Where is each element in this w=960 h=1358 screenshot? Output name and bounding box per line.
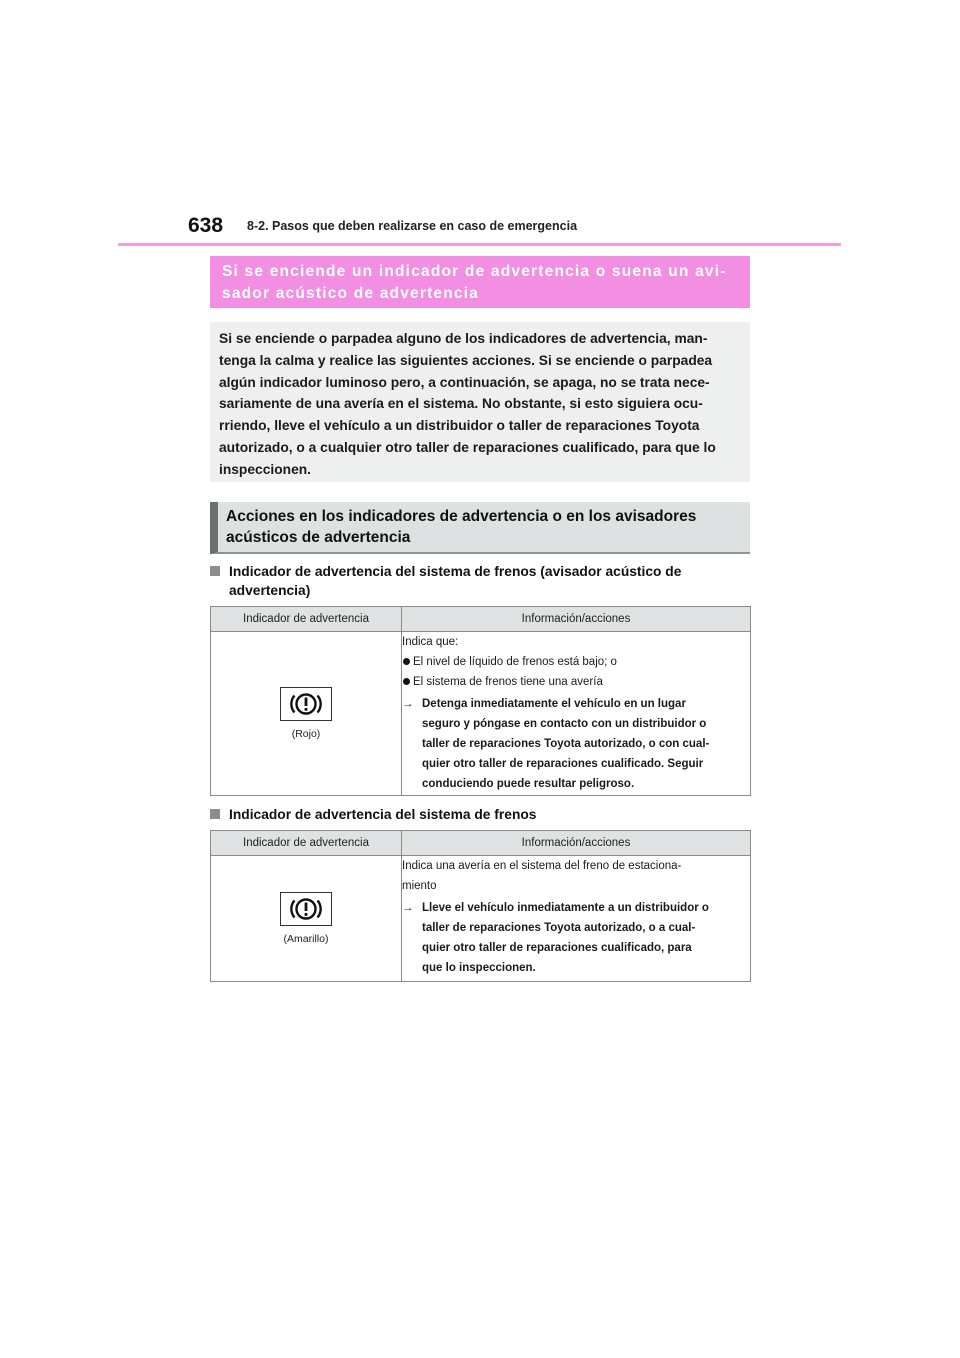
action-line: conduciendo puede resultar peligroso.: [422, 778, 635, 790]
action-line: taller de reparaciones Toyota autorizado, o a cual-: [422, 922, 696, 934]
action-line: Lleve el vehículo inmediatamente a un distribuidor o: [422, 902, 709, 914]
action-text: [402, 898, 750, 978]
indicator-cell: [211, 856, 402, 982]
intro-line: algún indicador luminoso pero, a continuación, se apaga, no se trata nece-: [219, 374, 710, 390]
actions-banner-line: acústicos de advertencia: [226, 529, 411, 546]
action-line: seguro y póngase en contacto con un distribuidor o: [422, 718, 707, 730]
arrow-right-icon: →: [402, 698, 414, 710]
info-intro: miento: [402, 880, 437, 892]
section1-heading: [210, 562, 740, 600]
action-line: que lo inspeccionen.: [422, 962, 536, 974]
brake-warning-icon: [280, 687, 332, 721]
action-line: quier otro taller de reparaciones cualificado. Seguir: [422, 758, 704, 770]
info-cell: [402, 856, 751, 982]
info-intro: Indica una avería en el sistema del freno de estaciona-: [402, 860, 682, 872]
info-cell: [402, 632, 751, 796]
intro-line: Si se enciende o parpadea alguno de los indicadores de advertencia, man-: [219, 331, 708, 346]
info-intro: Indica que:: [402, 636, 459, 648]
topic-banner-line: Si se enciende un indicador de advertencia o suena un avi-: [222, 263, 727, 280]
section2-heading: [210, 805, 740, 824]
intro-box: [210, 322, 750, 482]
parking-brake-warning-icon: [280, 892, 332, 926]
intro-line: rriendo, lleve el vehículo a un distribuidor o taller de reparaciones Toyota: [219, 418, 700, 434]
intro-line: autorizado, o a cualquier otro taller de reparaciones cualificado, para que lo: [219, 439, 716, 455]
topic-banner-line: sador acústico de advertencia: [222, 285, 480, 302]
column-header-indicator: Indicador de advertencia: [211, 607, 402, 632]
page-number: 638: [188, 214, 224, 237]
actions-banner-line: Acciones en los indicadores de advertencia o en los avisadores: [226, 508, 697, 525]
section1-heading-line: advertencia): [229, 583, 311, 598]
actions-banner: [210, 502, 750, 554]
column-header-info: Información/acciones: [402, 607, 751, 632]
intro-line: sariamente de una avería en el sistema. No obstante, si esto siguiera ocu-: [219, 396, 703, 412]
section-header: 8-2. Pasos que deben realizarse en caso de emergencia: [247, 219, 578, 233]
topic-banner: [210, 256, 750, 308]
section1-heading-line: Indicador de advertencia del sistema de frenos (avisador acústico de: [229, 564, 682, 579]
square-bullet-icon: [210, 809, 220, 819]
action-line: quier otro taller de reparaciones cualificado, para: [422, 942, 692, 954]
column-header-indicator: Indicador de advertencia: [211, 831, 402, 856]
intro-line: inspeccionen.: [219, 461, 312, 477]
square-bullet-icon: [210, 566, 220, 576]
section2-table: [210, 830, 751, 982]
section1-table: [210, 606, 751, 796]
arrow-right-icon: →: [402, 902, 414, 914]
indicator-cell: [211, 632, 402, 796]
info-bullet: El nivel de líquido de frenos está bajo; o: [402, 652, 750, 672]
action-line: Detenga inmediatamente el vehículo en un lugar: [422, 698, 686, 710]
indicator-color-label: (Rojo): [291, 728, 321, 740]
action-text: [402, 694, 750, 794]
header-rule: [118, 243, 841, 246]
intro-line: tenga la calma y realice las siguientes acciones. Si se enciende o parpadea: [219, 352, 713, 368]
column-header-info: Información/acciones: [402, 831, 751, 856]
section2-heading-line: Indicador de advertencia del sistema de frenos: [229, 807, 537, 822]
indicator-color-label: (Amarillo): [283, 933, 329, 945]
info-bullet: El sistema de frenos tiene una avería: [402, 672, 750, 692]
action-line: taller de reparaciones Toyota autorizado, o con cual-: [422, 738, 710, 750]
